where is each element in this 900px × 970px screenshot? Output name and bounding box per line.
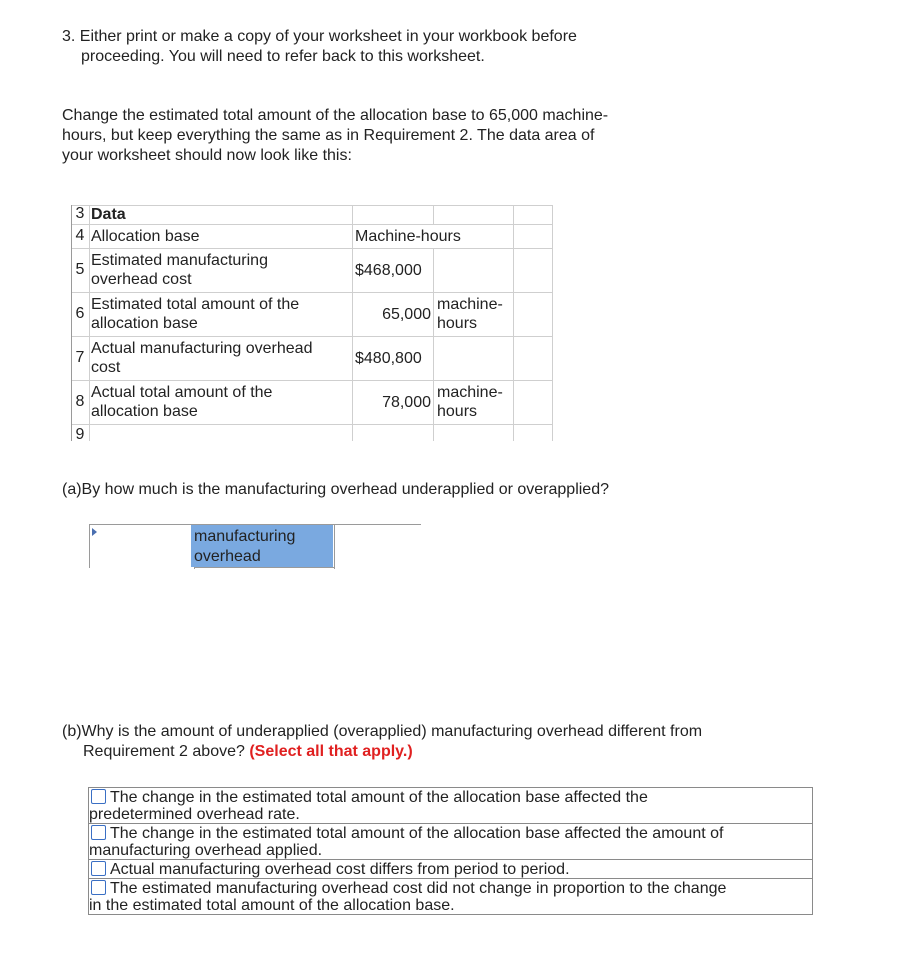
estimated-base-value: 65,000 (382, 306, 431, 323)
part-b-question (62, 722, 822, 762)
label-line: overhead (194, 548, 261, 565)
grid-line (71, 336, 553, 337)
option-not-proportional[interactable] (89, 879, 812, 914)
grid-line (71, 205, 553, 206)
grid-line (71, 424, 553, 425)
actual-base-value: 78,000 (382, 394, 431, 411)
part-a-answer-row (89, 524, 421, 568)
grid-line (71, 248, 553, 249)
estimated-base-label (91, 295, 299, 333)
intro-paragraph (62, 106, 702, 166)
unit-line: machine- (437, 384, 503, 401)
question-3-line1: 3. Either print or make a copy of your worksheet in your workbook before (62, 28, 577, 45)
option-text: manufacturing overhead applied. (89, 842, 323, 859)
part-b-line1: (b)Why is the amount of underapplied (overapplied) manufacturing overhead different from (62, 723, 703, 740)
grid-line (71, 292, 553, 293)
label-line: Estimated manufacturing (91, 252, 268, 269)
option-text: in the estimated total amount of the allocation base. (89, 897, 455, 914)
row-number: 8 (75, 393, 85, 410)
unit-line: machine- (437, 296, 503, 313)
question-3-text (62, 27, 782, 67)
intro-line2: hours, but keep everything the same as in Requirement 2. The data area of (62, 127, 595, 144)
grid-line (89, 205, 90, 441)
label-line: Estimated total amount of the (91, 296, 300, 313)
unit-line: hours (437, 403, 478, 420)
label-line: Actual total amount of the (91, 384, 273, 401)
checkbox[interactable] (91, 880, 106, 895)
option-rate-affected[interactable] (89, 788, 812, 824)
row-number: 3 (75, 205, 85, 222)
option-text: predetermined overhead rate. (89, 806, 300, 823)
option-applied-affected[interactable] (89, 824, 812, 860)
label-line: allocation base (91, 315, 198, 332)
grid-line (513, 205, 514, 441)
estimated-moh-label (91, 251, 268, 289)
underapplied-overapplied-select[interactable] (334, 525, 425, 569)
row-number: 4 (75, 227, 85, 244)
row-number: 5 (75, 261, 85, 278)
checkbox[interactable] (91, 861, 106, 876)
intro-line3: your worksheet should now look like this: (62, 147, 352, 164)
dropdown-marker-icon (92, 528, 97, 536)
grid-line (433, 248, 434, 441)
question-3-line2: proceeding. You will need to refer back to this worksheet. (81, 48, 485, 65)
label-line: manufacturing (194, 528, 296, 545)
row-number: 9 (75, 426, 85, 443)
label-line: allocation base (91, 403, 198, 420)
estimated-moh-value: $468,000 (355, 262, 422, 279)
option-text: The change in the estimated total amount of the allocation base affected the amount of (110, 825, 724, 842)
actual-base-label (91, 383, 272, 421)
select-all-instruction: (Select all that apply.) (249, 743, 413, 760)
part-a-question: (a)By how much is the manufacturing overhead underapplied or overapplied? (62, 481, 609, 498)
grid-line (352, 205, 353, 441)
option-actual-differs[interactable] (89, 860, 812, 879)
grid-line (71, 224, 553, 225)
grid-line (552, 205, 553, 441)
unit-line: hours (437, 315, 478, 332)
actual-base-unit (437, 383, 503, 421)
data-header-cell: Data (91, 206, 126, 223)
option-text: The change in the estimated total amount of the allocation base affected the (110, 789, 648, 806)
label-line: overhead cost (91, 271, 192, 288)
label-line: Actual manufacturing overhead (91, 340, 313, 357)
part-b-options (88, 787, 813, 915)
row-number: 7 (75, 349, 85, 366)
allocation-base-label: Allocation base (91, 228, 200, 245)
part-b-line2: Requirement 2 above? (83, 743, 245, 760)
grid-line (71, 380, 553, 381)
intro-line1: Change the estimated total amount of the allocation base to 65,000 machine- (62, 107, 609, 124)
actual-moh-value: $480,800 (355, 350, 422, 367)
option-text: Actual manufacturing overhead cost differs from period to period. (110, 861, 570, 878)
grid-line (433, 205, 434, 224)
manufacturing-overhead-label (191, 525, 333, 567)
option-text: The estimated manufacturing overhead cost did not change in proportion to the change (110, 880, 727, 897)
label-line: cost (91, 359, 121, 376)
checkbox[interactable] (91, 825, 106, 840)
allocation-base-value: Machine-hours (355, 228, 461, 245)
estimated-base-unit (437, 295, 503, 333)
row-number: 6 (75, 305, 85, 322)
worksheet-data-area (71, 205, 553, 441)
actual-moh-label (91, 339, 312, 377)
overhead-amount-input[interactable] (90, 525, 195, 569)
checkbox[interactable] (91, 789, 106, 804)
